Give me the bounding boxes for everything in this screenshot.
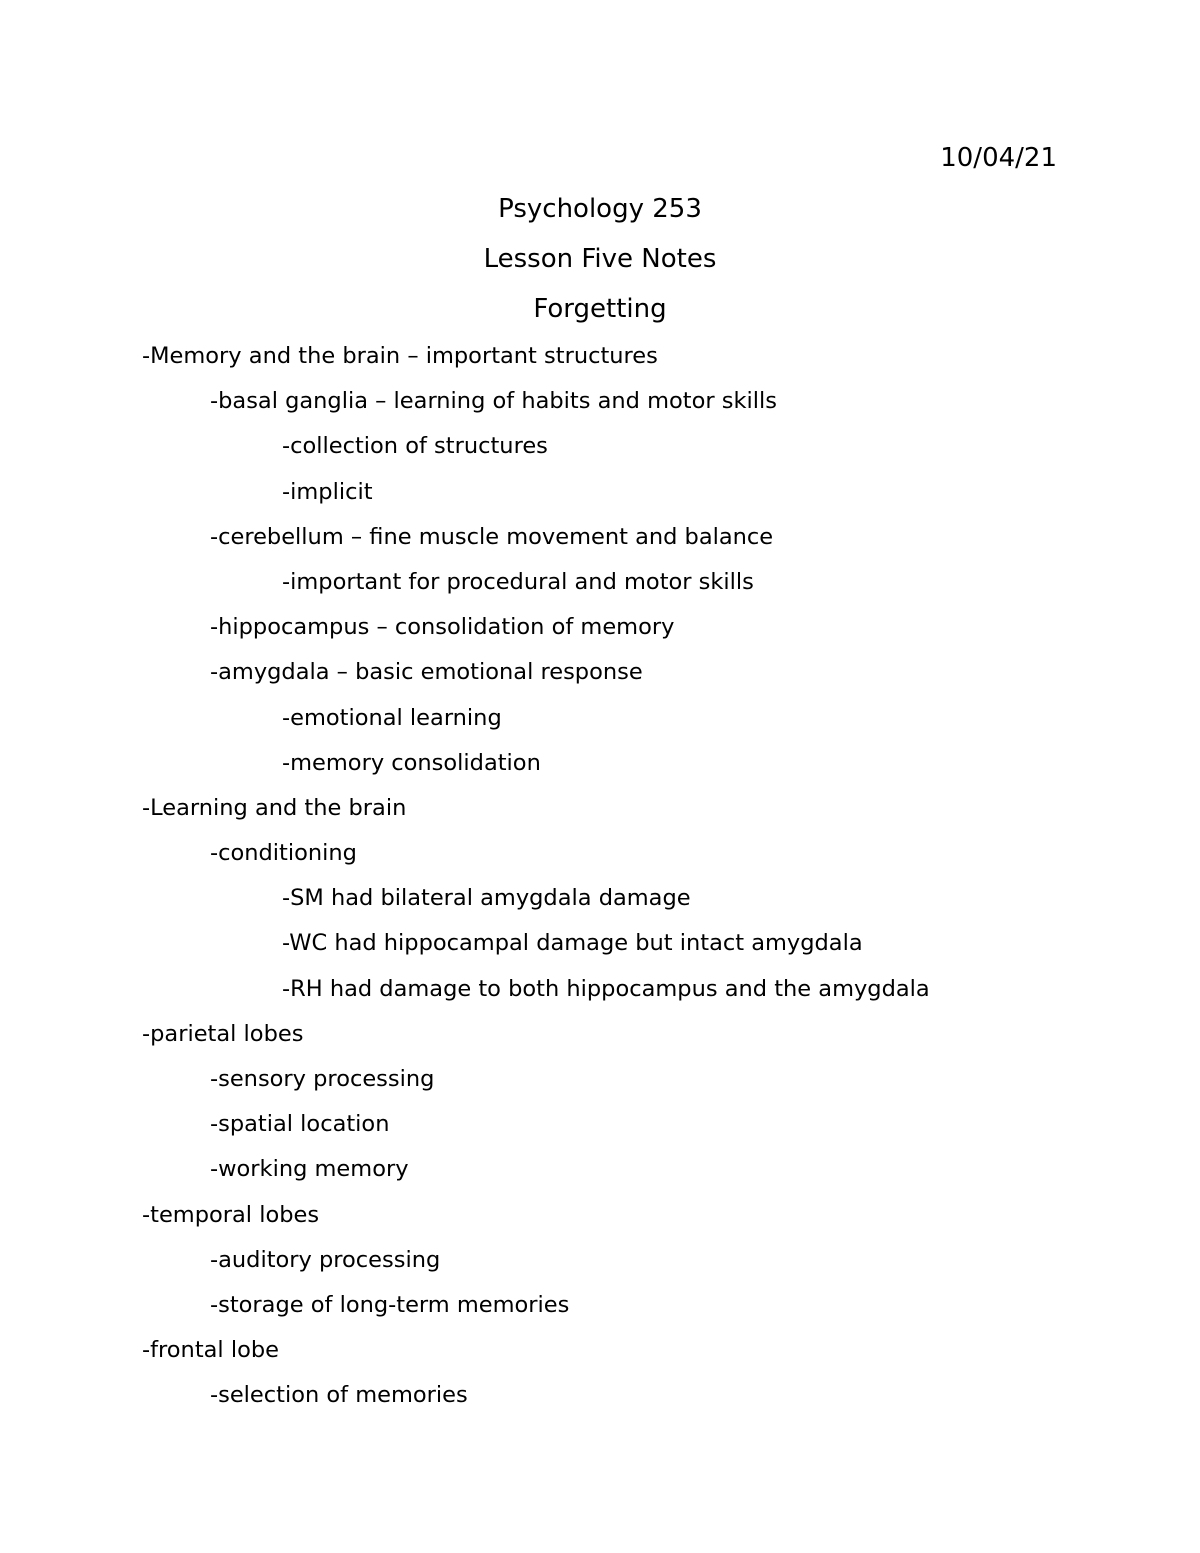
note-item: -implicit (282, 478, 373, 505)
note-item: -important for procedural and motor skills (282, 568, 754, 595)
note-item: -temporal lobes (142, 1201, 320, 1228)
note-item: -parietal lobes (142, 1020, 304, 1047)
note-item: -collection of structures (282, 433, 548, 460)
note-item: -RH had damage to both hippocampus and the amygdala (282, 975, 930, 1002)
note-item: -SM had bilateral amygdala damage (282, 885, 691, 912)
note-item: -memory consolidation (282, 749, 541, 776)
note-item: -auditory processing (210, 1246, 441, 1273)
note-item: -Learning and the brain (142, 794, 407, 821)
note-item: -amygdala – basic emotional response (210, 659, 643, 686)
lesson-title: Lesson Five Notes (483, 244, 717, 274)
note-item: -sensory processing (210, 1066, 435, 1092)
note-item: -spatial location (210, 1111, 390, 1138)
notes-outline (142, 338, 1142, 1423)
note-item: -emotional learning (282, 704, 502, 731)
document-date: 10/04/21 (940, 143, 1057, 173)
note-item: -cerebellum – fine muscle movement and balance (210, 523, 774, 550)
note-item: -selection of memories (210, 1382, 468, 1409)
note-item: -frontal lobe (142, 1337, 279, 1364)
note-item: -Memory and the brain – important structures (142, 343, 658, 369)
note-item: -conditioning (210, 840, 357, 867)
note-item: -working memory (210, 1156, 409, 1183)
note-item: -basal ganglia – learning of habits and motor skills (210, 388, 778, 415)
note-item: -storage of long-term memories (210, 1291, 570, 1318)
note-item: -hippocampus – consolidation of memory (210, 614, 675, 641)
topic-title: Forgetting (533, 294, 667, 324)
course-title: Psychology 253 (498, 194, 702, 224)
note-item: -WC had hippocampal damage but intact amygdala (282, 930, 863, 957)
